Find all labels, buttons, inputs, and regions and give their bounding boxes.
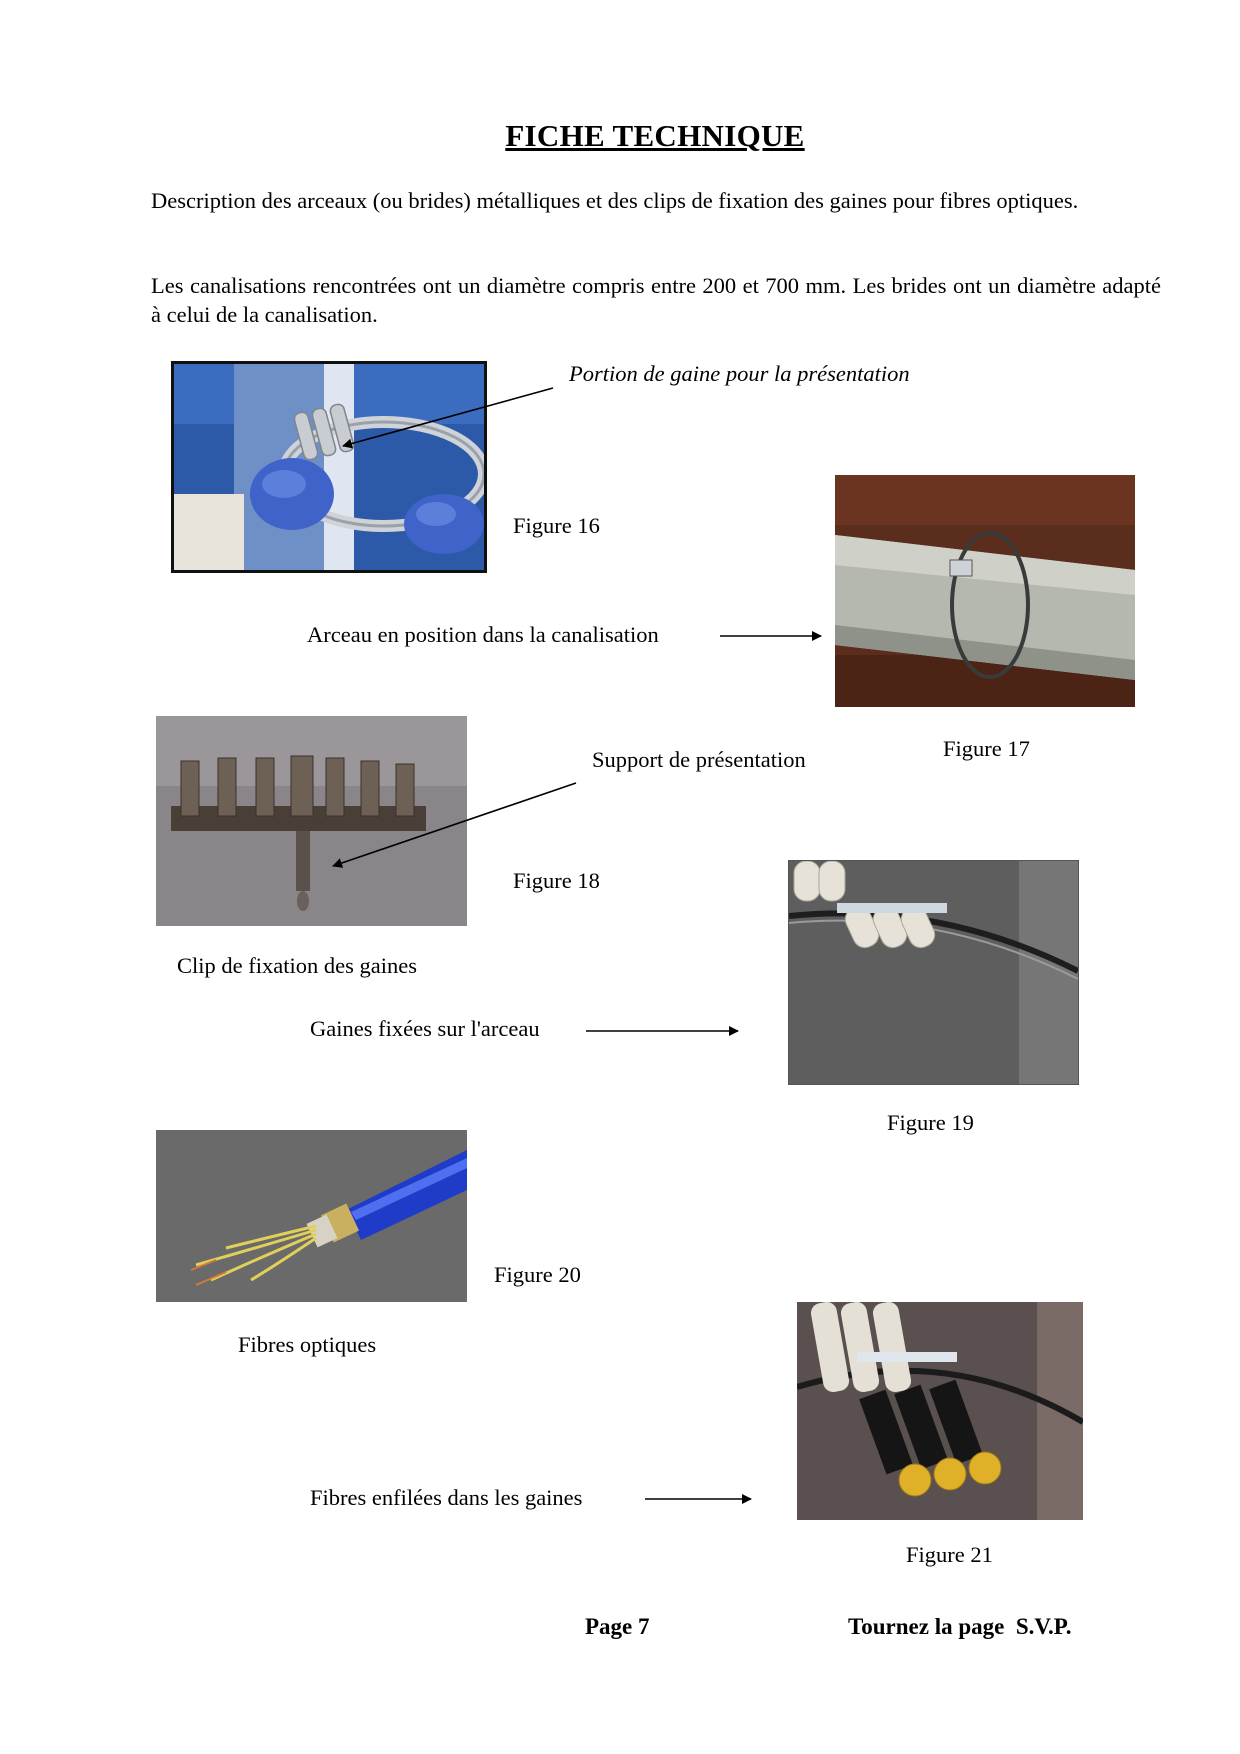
page-title: FICHE TECHNIQUE <box>505 118 805 153</box>
intro-paragraph: Description des arceaux (ou brides) métalliques et des clips de fixation des gaines pour fibres optiques. <box>151 188 1079 213</box>
fig18-description: Clip de fixation des gaines <box>177 953 417 978</box>
fig17-caption: Figure 17 <box>943 736 1030 761</box>
figure-18-image <box>156 716 467 926</box>
fig18-annotation: Support de présentation <box>592 747 806 772</box>
fig20-description: Fibres optiques <box>238 1332 377 1357</box>
fig21-caption: Figure 21 <box>906 1542 993 1567</box>
figure-17-image <box>835 475 1135 707</box>
fig16-caption: Figure 16 <box>513 513 600 538</box>
figure-16-image <box>171 361 487 573</box>
fig18-caption: Figure 18 <box>513 868 600 893</box>
figure-19-image <box>788 860 1079 1085</box>
figure-20-image <box>156 1130 467 1302</box>
figure-21-image <box>797 1302 1083 1520</box>
fig19-caption: Figure 19 <box>887 1110 974 1135</box>
fig17-annotation: Arceau en position dans la canalisation <box>307 622 659 647</box>
fig21-annotation: Fibres enfilées dans les gaines <box>310 1485 583 1510</box>
fig16-annotation: Portion de gaine pour la présentation <box>569 361 910 386</box>
fig20-caption: Figure 20 <box>494 1262 581 1287</box>
diameter-paragraph: Les canalisations rencontrées ont un diamètre compris entre 200 et 700 mm. Les brides ont un diamètre adapté à celui de la canalisation. <box>151 273 1161 327</box>
turn-page-note: Tournez la page S.V.P. <box>848 1614 1072 1639</box>
fig19-annotation: Gaines fixées sur l'arceau <box>310 1016 540 1041</box>
page-number: Page 7 <box>585 1614 650 1639</box>
